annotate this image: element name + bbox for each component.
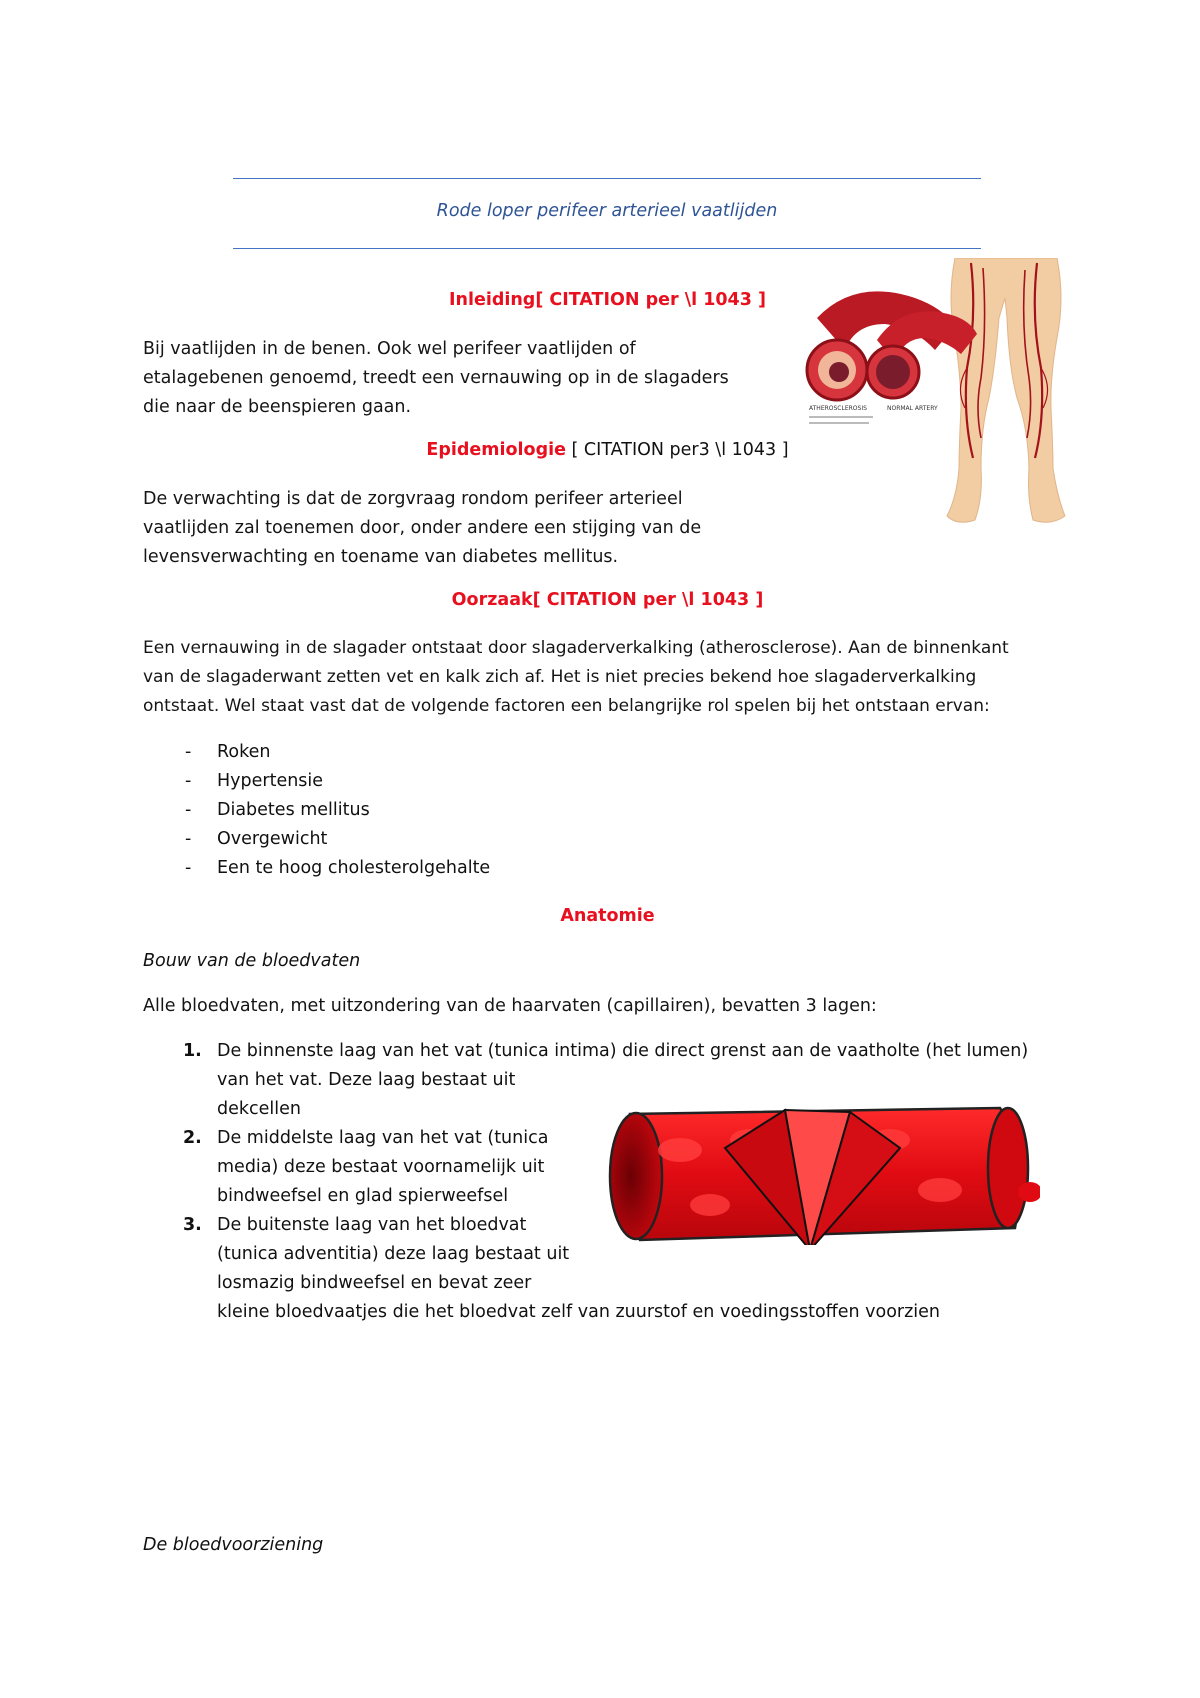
inleiding-paragraph <box>143 335 729 422</box>
list-item-text: Diabetes mellitus <box>217 800 370 820</box>
heading-epidemiologie-citation: [ CITATION per3 \l 1043 ] <box>565 440 789 460</box>
inleiding-line: die naar de beenspieren gaan. <box>143 397 412 417</box>
epidemiologie-paragraph <box>143 485 701 572</box>
header-rule-bottom <box>233 248 981 249</box>
item-line: van het vat. Deze laag bestaat uit <box>217 1070 516 1090</box>
inleiding-line: etalagebenen genoemd, treedt een vernauwing op in de slagaders <box>143 368 729 388</box>
oorzaak-line: van de slagaderwant zetten vet en kalk zich af. Het is niet precies bekend hoe slagaderverkalking <box>143 667 977 687</box>
list-item-text: Een te hoog cholesterolgehalte <box>217 858 491 878</box>
item-number: 1. <box>183 1041 202 1061</box>
item-body <box>217 1124 548 1211</box>
header-rule-top <box>233 178 981 179</box>
list-dash: - <box>185 858 192 878</box>
oorzaak-paragraph <box>143 634 1009 721</box>
item-line: De buitenste laag van het bloedvat <box>217 1215 527 1235</box>
item-line: De middelste laag van het vat (tunica <box>217 1128 549 1148</box>
item-line: bindweefsel en glad spierweefsel <box>217 1186 509 1206</box>
item-number: 2. <box>183 1128 202 1148</box>
heading-inleiding: Inleiding[ CITATION per \l 1043 ] <box>448 290 767 310</box>
list-item-text: Hypertensie <box>217 771 324 791</box>
item-line: kleine bloedvaatjes die het bloedvat zelf van zuurstof en voedingsstoffen voorzien <box>217 1302 941 1322</box>
list-dash: - <box>185 742 192 762</box>
item-line: losmazig bindweefsel en bevat zeer <box>217 1273 532 1293</box>
inleiding-line: Bij vaatlijden in de benen. Ook wel perifeer vaatlijden of <box>143 339 636 359</box>
list-dash: - <box>185 800 192 820</box>
heading-oorzaak: Oorzaak[ CITATION per \l 1043 ] <box>451 590 764 610</box>
heading-anatomie: Anatomie <box>560 906 655 926</box>
epidemiologie-line: vaatlijden zal toenemen door, onder andere een stijging van de <box>143 518 702 538</box>
oorzaak-line: Een vernauwing in de slagader ontstaat door slagaderverkalking (atherosclerose). Aan de binnenkant <box>143 638 1009 658</box>
heading-epidemiologie-label: Epidemiologie <box>426 440 566 460</box>
item-line: De binnenste laag van het vat (tunica intima) die direct grenst aan de vaatholte (het lumen) <box>217 1041 1029 1061</box>
blood-vessel-illustration <box>600 1100 1040 1245</box>
list-item-text: Overgewicht <box>217 829 328 849</box>
epidemiologie-line: De verwachting is dat de zorgvraag rondom perifeer arterieel <box>143 489 683 509</box>
page-title: Rode loper perifeer arterieel vaatlijden <box>436 201 778 221</box>
list-item-text: Roken <box>217 742 271 762</box>
item-line: dekcellen <box>217 1099 301 1119</box>
item-line: (tunica adventitia) deze laag bestaat uit <box>217 1244 570 1264</box>
heading-epidemiologie <box>140 440 1075 460</box>
page-footer: De bloedvoorziening <box>143 1535 324 1555</box>
list-dash: - <box>185 771 192 791</box>
item-number: 3. <box>183 1215 202 1235</box>
list-dash: - <box>185 829 192 849</box>
epidemiologie-line: levensverwachting en toename van diabetes mellitus. <box>143 547 619 567</box>
subheading-bouw-bloedvaten: Bouw van de bloedvaten <box>143 951 361 971</box>
oorzaak-line: ontstaat. Wel staat vast dat de volgende factoren een belangrijke rol spelen bij het ontstaan ervan: <box>143 696 990 716</box>
legs-label-right: NORMAL ARTERY <box>887 405 938 412</box>
legs-label-left: ATHEROSCLEROSIS <box>809 405 867 412</box>
anatomie-intro: Alle bloedvaten, met uitzondering van de haarvaten (capillairen), bevatten 3 lagen: <box>143 996 877 1016</box>
item-line: media) deze bestaat voornamelijk uit <box>217 1157 545 1177</box>
